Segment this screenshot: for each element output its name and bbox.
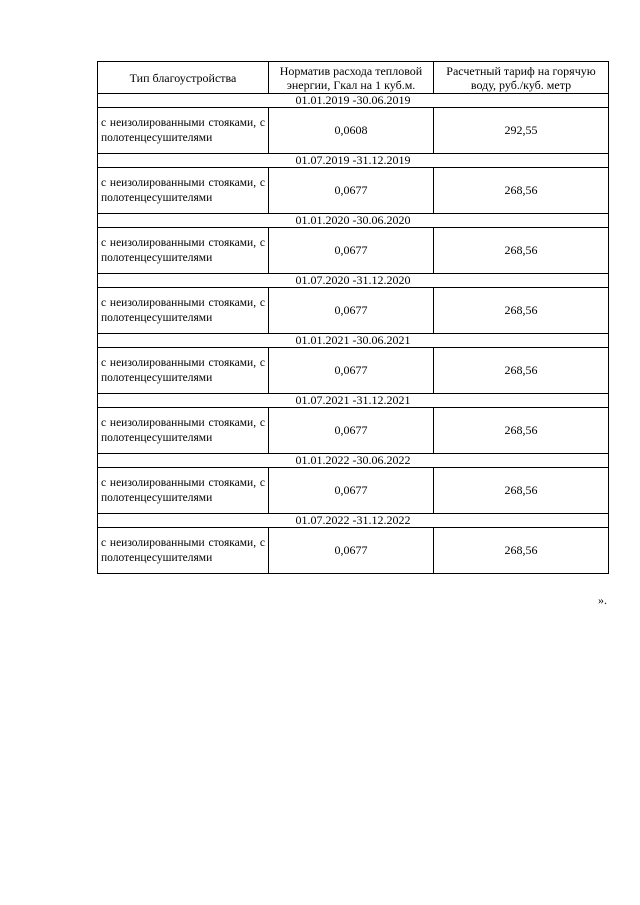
amenity-type-cell: с неизолированными стояками, с полотенцесушителями <box>98 528 269 574</box>
period-row <box>98 514 609 528</box>
header-heat-norm: Норматив расхода тепловой энергии, Гкал на 1 куб.м. <box>269 62 434 94</box>
period-row <box>98 274 609 288</box>
period-row <box>98 214 609 228</box>
amenity-type-cell: с неизолированными стояками, с полотенцесушителями <box>98 168 269 214</box>
heat-norm-cell: 0,0677 <box>269 168 434 214</box>
period-row <box>98 454 609 468</box>
amenity-type-cell: с неизолированными стояками, с полотенцесушителями <box>98 468 269 514</box>
tariff-table <box>97 61 609 574</box>
period-label: 01.07.2022 -31.12.2022 <box>98 514 609 528</box>
table-row <box>98 528 609 574</box>
period-row <box>98 154 609 168</box>
heat-norm-cell: 0,0677 <box>269 348 434 394</box>
tariff-cell: 268,56 <box>434 468 609 514</box>
tariff-cell: 268,56 <box>434 408 609 454</box>
period-row <box>98 94 609 108</box>
tariff-cell: 268,56 <box>434 288 609 334</box>
table-row <box>98 168 609 214</box>
header-hot-water-tariff: Расчетный тариф на горячую воду, руб./куб. метр <box>434 62 609 94</box>
period-label: 01.07.2019 -31.12.2019 <box>98 154 609 168</box>
period-label: 01.07.2021 -31.12.2021 <box>98 394 609 408</box>
heat-norm-cell: 0,0677 <box>269 408 434 454</box>
table-body <box>98 94 609 574</box>
period-label: 01.01.2021 -30.06.2021 <box>98 334 609 348</box>
amenity-type-cell: с неизолированными стояками, с полотенцесушителями <box>98 228 269 274</box>
amenity-type-cell: с неизолированными стояками, с полотенцесушителями <box>98 108 269 154</box>
amenity-type-cell: с неизолированными стояками, с полотенцесушителями <box>98 288 269 334</box>
tariff-cell: 268,56 <box>434 168 609 214</box>
period-label: 01.01.2019 -30.06.2019 <box>98 94 609 108</box>
heat-norm-cell: 0,0677 <box>269 228 434 274</box>
table-row <box>98 408 609 454</box>
table-row <box>98 288 609 334</box>
amenity-type-cell: с неизолированными стояками, с полотенцесушителями <box>98 348 269 394</box>
tariff-cell: 268,56 <box>434 348 609 394</box>
amenity-type-cell: с неизолированными стояками, с полотенцесушителями <box>98 408 269 454</box>
table-row <box>98 108 609 154</box>
heat-norm-cell: 0,0677 <box>269 528 434 574</box>
table-row <box>98 228 609 274</box>
heat-norm-cell: 0,0677 <box>269 288 434 334</box>
tariff-cell: 268,56 <box>434 528 609 574</box>
tariff-cell: 268,56 <box>434 228 609 274</box>
table-row <box>98 468 609 514</box>
header-amenity-type: Тип благоустройства <box>98 62 269 94</box>
heat-norm-cell: 0,0677 <box>269 468 434 514</box>
table-header-row <box>98 62 609 94</box>
period-label: 01.01.2020 -30.06.2020 <box>98 214 609 228</box>
table-row <box>98 348 609 394</box>
period-row <box>98 334 609 348</box>
period-label: 01.07.2020 -31.12.2020 <box>98 274 609 288</box>
heat-norm-cell: 0,0608 <box>269 108 434 154</box>
closing-quote-mark: ». <box>598 593 607 607</box>
period-row <box>98 394 609 408</box>
period-label: 01.01.2022 -30.06.2022 <box>98 454 609 468</box>
tariff-cell: 292,55 <box>434 108 609 154</box>
